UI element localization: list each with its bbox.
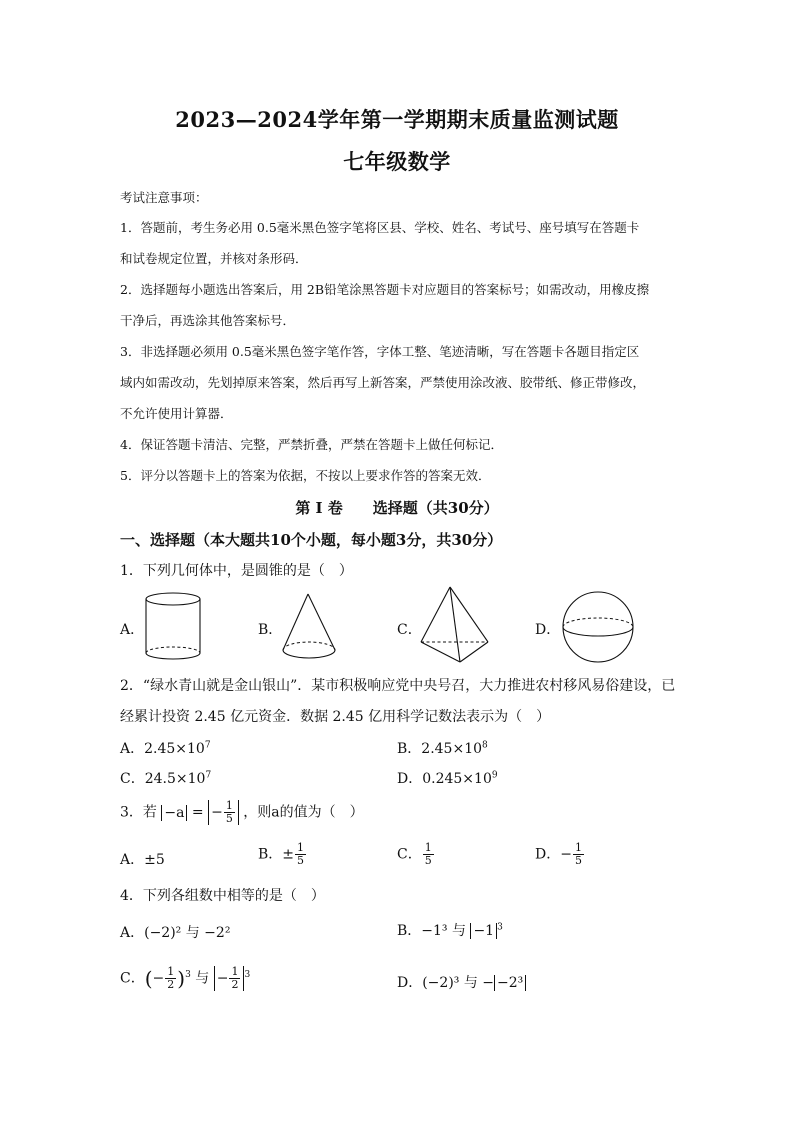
q3-c-den: 5: [424, 854, 432, 867]
question-1-stem: 1．下列几何体中，是圆锥的是（ ）: [120, 563, 353, 579]
q4-option-c-label: C．: [120, 970, 145, 987]
q3-abs-lhs: [161, 805, 187, 821]
q4-option-d-abs: [494, 975, 526, 991]
q2-option-a-text: A．2.45×10: [120, 741, 205, 757]
q3-c-num: 1: [424, 841, 432, 854]
q3-suffix: ，则a的值为（ ）: [243, 804, 364, 821]
question-2-stem-line1: 2．“绿水青山就是金山银山”．某市积极响应党中央号召，大力推进农村移风易俗建设，已: [120, 678, 676, 694]
q2-option-d-exp: 9: [491, 770, 498, 781]
q3-option-a: A．±5: [120, 852, 165, 868]
q4-d-abs-val: −2³: [497, 975, 524, 991]
part-title: 第 I 卷 选择题（共30分）: [295, 499, 499, 517]
pyramid-icon: [418, 584, 493, 666]
page-subtitle: 七年级数学: [343, 149, 451, 174]
q3-option-b-label: B．±: [258, 846, 295, 863]
q3-option-b: [258, 842, 307, 867]
q2-option-c-exp: 7: [205, 770, 212, 781]
note-line: 域内如需改动，先划掉原来答案，然后再写上新答案，严禁使用涂改液、胶带纸、修正带修改，: [120, 375, 646, 390]
q3-option-c-fraction: [423, 842, 434, 867]
q4-option-a: A．(−2)² 与 −2²: [120, 925, 231, 941]
q2-option-b-text: B．2.45×10: [397, 741, 483, 757]
q3-b-num: 1: [297, 841, 305, 854]
note-line: 干净后，再选涂其他答案标号．: [120, 313, 296, 328]
q4-c-fraction: [165, 966, 176, 991]
note-line: 3．非选择题必须用 0.5毫米黑色签字笔作答，字体工整、笔迹清晰，写在答题卡各题目指定区: [120, 344, 640, 359]
q3-b-den: 5: [297, 854, 305, 867]
q3-eq: =: [191, 804, 204, 821]
q3-d-den: 5: [574, 854, 582, 867]
q1-option-c-label: C．: [397, 622, 422, 638]
q3-option-c: [397, 842, 435, 867]
q4-c-den: 2: [167, 978, 175, 991]
q2-option-d-text: D．0.245×10: [397, 771, 492, 787]
q4-c-abs-minus: −: [216, 970, 229, 987]
q4-b-abs-val: −1: [473, 923, 495, 939]
q3-lhs: −a: [164, 804, 185, 821]
note-line: 4．保证答题卡清洁、完整，严禁折叠，严禁在答题卡上做任何标记．: [120, 437, 503, 452]
q3-d-num: 1: [574, 841, 582, 854]
cone-icon: [280, 590, 340, 665]
note-line: 1．答题前，考生务必用 0.5毫米黑色签字笔将区县、学校、姓名、考试号、座号填写在答题卡: [120, 220, 640, 235]
q3-abs-rhs: [208, 800, 239, 825]
q4-c-with: 与: [195, 970, 210, 987]
q4-option-d-text: D．(−2)³ 与 −: [397, 975, 495, 991]
q1-option-d-label: D．: [535, 622, 561, 638]
q4-c-abs-den: 2: [231, 978, 239, 991]
q3-frac-den: 5: [225, 812, 233, 825]
q4-c-paren-close: ): [177, 966, 186, 991]
q4-option-b-label: B．−1³ 与: [397, 923, 466, 939]
q3-option-d-fraction: [573, 842, 584, 867]
q2-option-a-exp: 7: [204, 740, 211, 751]
q3-option-c-label: C．: [397, 846, 422, 863]
question-4-stem: 4．下列各组数中相等的是（ ）: [120, 888, 325, 904]
q2-option-b-exp: 8: [482, 740, 488, 751]
notes-heading: 考试注意事项：: [120, 190, 208, 205]
q4-c-abs-fraction: [229, 966, 240, 991]
q4-b-exp: 3: [497, 922, 503, 933]
q3-frac-num: 1: [225, 799, 233, 812]
q4-c-paren-open: (: [144, 966, 153, 991]
note-line: 2．选择题每小题选出答案后，用 2B铅笔涂黑答题卡对应题目的答案标号；如需改动，用橡皮擦: [120, 282, 650, 297]
question-2-stem-line2: 经累计投资 2.45 亿元资金．数据 2.45 亿用科学记数法表示为（ ）: [120, 709, 551, 725]
q4-c-abs-exp: 3: [244, 969, 251, 980]
q2-option-b: [397, 738, 488, 758]
q4-c-minus: −: [152, 970, 165, 987]
page-title: 2023—2024学年第一学期期末质量监测试题: [175, 107, 619, 132]
q4-c-abs: [214, 966, 245, 991]
q3-minus: −: [211, 804, 223, 821]
q3-fraction: [224, 800, 235, 825]
q1-option-a-label: A．: [120, 622, 145, 638]
section-heading: 一、选择题（本大题共10个小题，每小题3分，共30分）: [120, 531, 503, 549]
q3-option-b-fraction: [295, 842, 306, 867]
q2-option-c: [120, 768, 211, 788]
q4-option-c: [120, 966, 250, 991]
q4-option-b-abs: [470, 923, 497, 939]
q3-prefix: 3．若: [120, 804, 157, 821]
q1-option-b-label: B．: [258, 622, 283, 638]
cylinder-icon: [140, 590, 210, 665]
note-line: 5．评分以答题卡上的答案为依据，不按以上要求作答的答案无效．: [120, 468, 491, 483]
question-3-stem: [120, 800, 364, 825]
sphere-icon: [560, 590, 640, 665]
q4-c-num: 1: [167, 965, 175, 978]
q3-option-d-label: D．−: [535, 846, 572, 863]
note-line: 和试卷规定位置，并核对条形码．: [120, 251, 308, 266]
q4-c-abs-num: 1: [231, 965, 239, 978]
q2-option-c-text: C．24.5×10: [120, 771, 206, 787]
q2-option-a: [120, 738, 211, 758]
q2-option-d: [397, 768, 498, 788]
q4-c-exp: 3: [185, 969, 191, 980]
q4-option-b: [397, 920, 503, 940]
q3-option-d: [535, 842, 585, 867]
note-line: 不允许使用计算器．: [120, 406, 233, 421]
q4-option-d: [397, 972, 526, 992]
